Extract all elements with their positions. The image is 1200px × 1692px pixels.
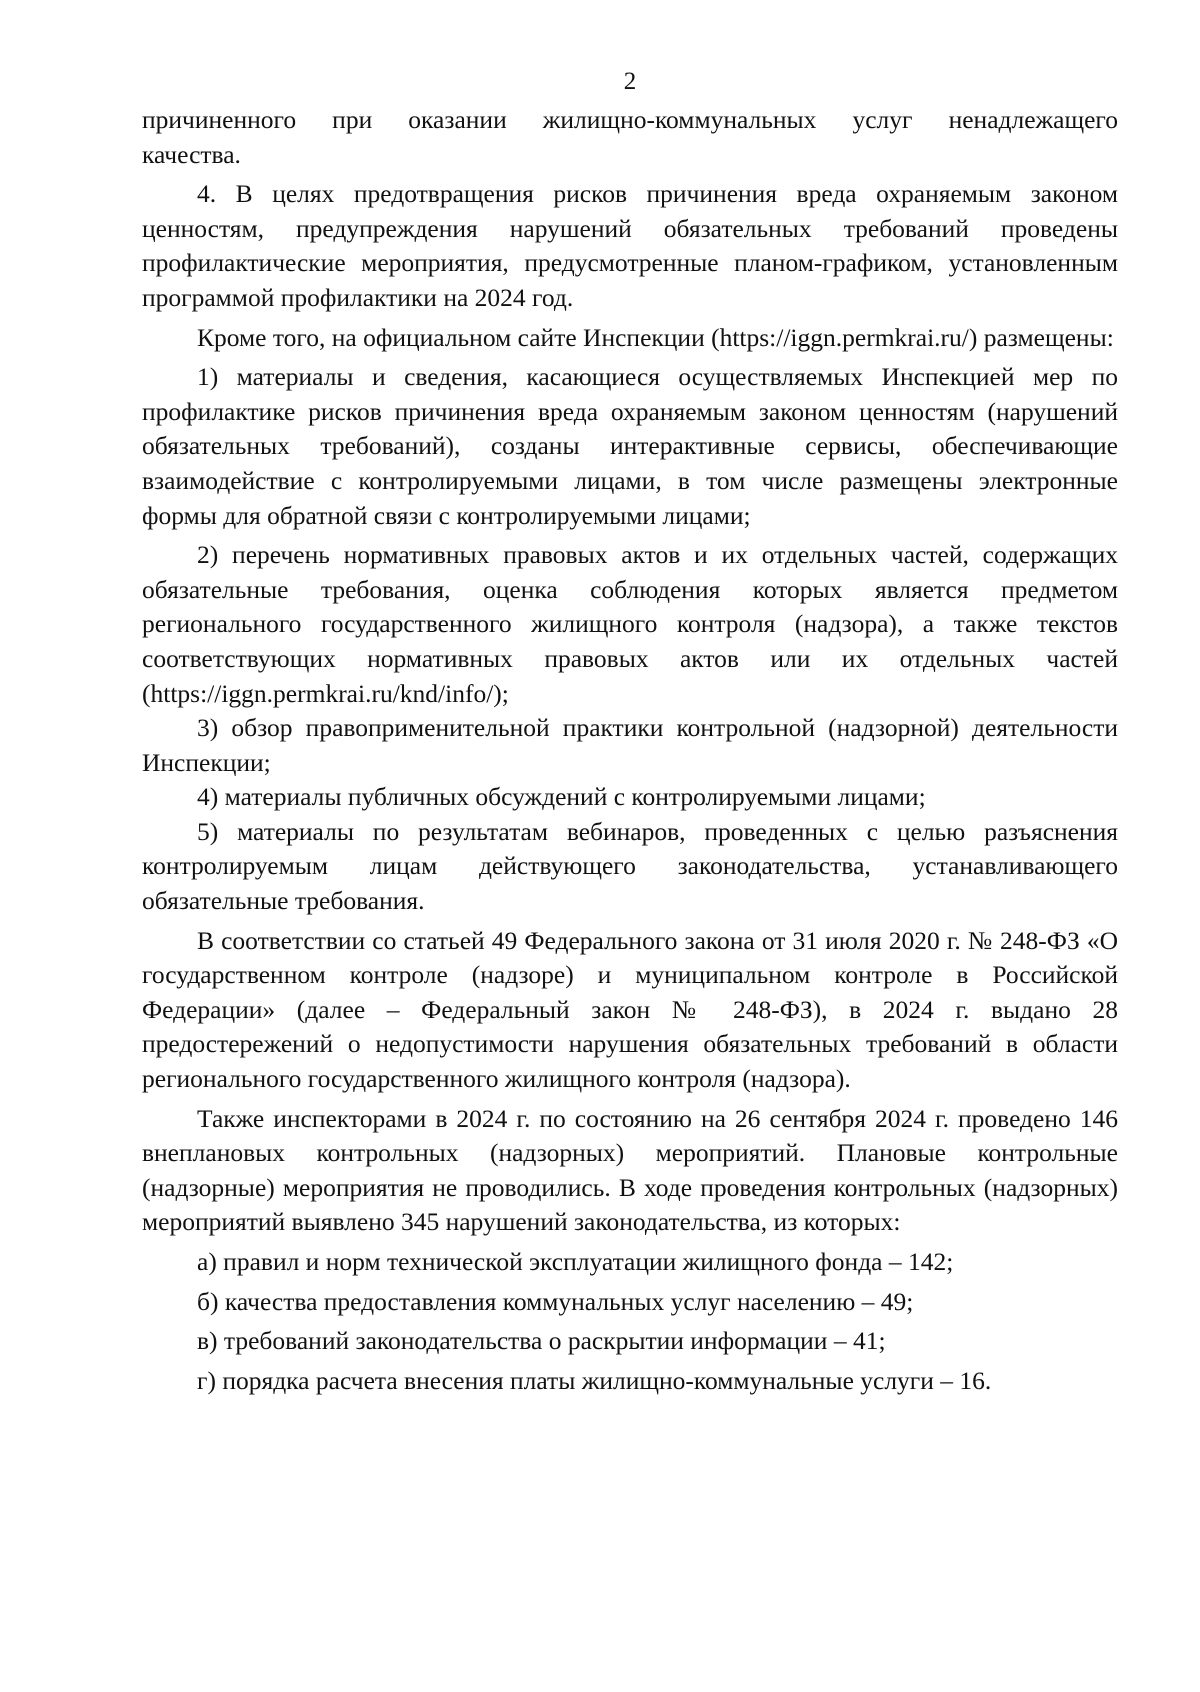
list-item-1: 1) материалы и сведения, касающиеся осуществляемых Инспекцией мер по профилактике рисков причинения вреда охраняемым законом ценностям (нарушений обязательных требований), созданы интерактивные сервисы, обеспечивающие взаимодействие с контролируемыми лицами, в том числе размещены электронные формы для обратной связи с контролируемыми лицами; <box>142 362 1118 530</box>
paragraph-website: Кроме того, на официальном сайте Инспекции (https://iggn.permkrai.ru/) размещены: <box>197 322 1114 352</box>
paragraph-continuation-line: причиненного при оказании жилищно-коммунальных услуг ненадлежащего <box>142 105 1118 134</box>
paragraph-inspections: Также инспекторами в 2024 г. по состоянию на 26 сентября 2024 г. проведено 146 внеплановых контрольных (надзорных) мероприятий. Плановые контрольные (надзорные) мероприятия не проводились. В ходе проведения контрольных (надзорных) мероприятий выявлено 345 нарушений законодательства, из которых: <box>142 1103 1118 1237</box>
page-number: 2 <box>623 68 637 95</box>
paragraph-warnings: В соответствии со статьей 49 Федерального закона от 31 июля 2020 г. № 248-ФЗ «О государственном контроле (надзоре) и муниципальном контроле в Российской Федерации» (далее – Федеральный закон № 248-ФЗ), в 2024 г. выдано 28 предостережений о недопустимости нарушения обязательных требований в области регионального государственного жилищного контроля (надзора). <box>142 925 1118 1094</box>
list-item-2: 2) перечень нормативных правовых актов и их отдельных частей, содержащих обязательные требования, оценка соблюдения которых является предметом регионального государственного жилищного контроля (надзора), а также текстов соответствующих нормативных правовых актов или их отдельных частей (https://iggn.permkrai.ru/knd/info/); <box>142 540 1118 708</box>
violation-item-a: а) правил и норм технической эксплуатации жилищного фонда – 142; <box>197 1247 954 1276</box>
document-body <box>142 103 1118 1398</box>
paragraph-item-4: 4. В целях предотвращения рисков причинения вреда охраняемым законом ценностям, предупреждения нарушений обязательных требований проведены профилактические мероприятия, предусмотренные планом-графиком, установленным программой профилактики на 2024 год. <box>142 179 1118 312</box>
list-item-4: 4) материалы публичных обсуждений с контролируемыми лицами; <box>197 782 926 812</box>
violation-item-c: в) требований законодательства о раскрытии информации – 41; <box>197 1326 886 1356</box>
list-item-5: 5) материалы по результатам вебинаров, проведенных с целью разъяснения контролируемым лицам действующего законодательства, устанавливающего обязательные требования. <box>142 816 1118 916</box>
violation-item-b: б) качества предоставления коммунальных услуг населению – 49; <box>197 1286 914 1316</box>
paragraph-continuation-tail: качества. <box>142 139 241 169</box>
violation-item-d: г) порядка расчета внесения платы жилищно-коммунальные услуги – 16. <box>197 1365 992 1395</box>
list-item-3: 3) обзор правоприменительной практики контрольной (надзорной) деятельности Инспекции; <box>142 713 1118 777</box>
paragraph-continuation <box>142 103 1118 172</box>
